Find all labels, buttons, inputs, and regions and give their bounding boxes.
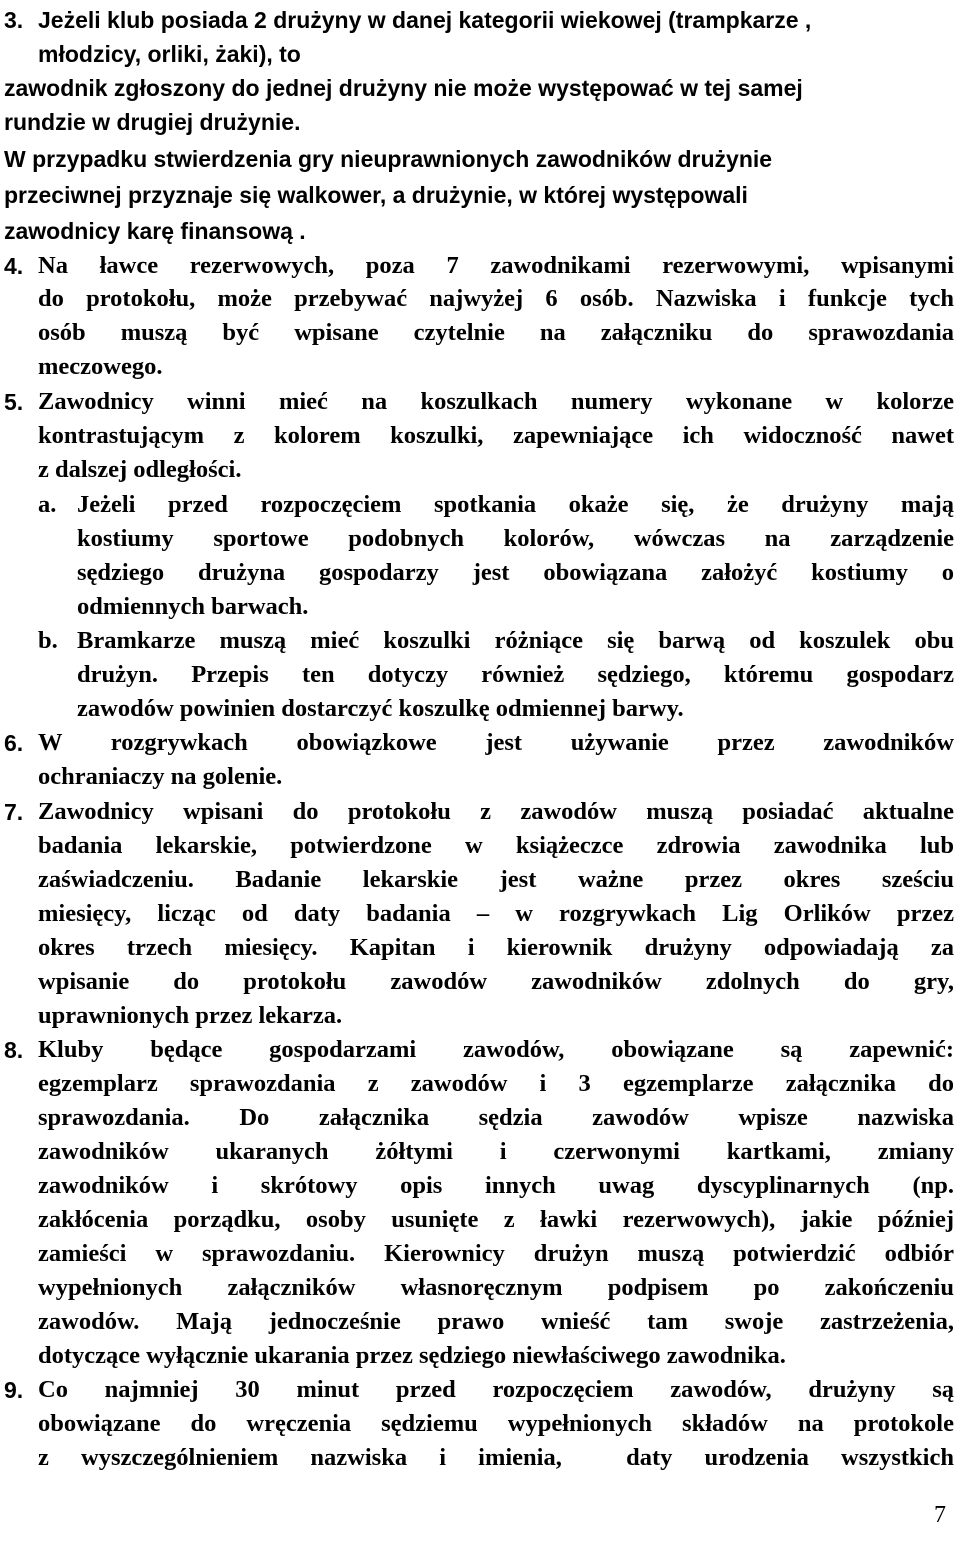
item-8-line-4: zawodników ukaranych żółtymi i czerwonymi kartkami, zmiany	[38, 1138, 954, 1165]
item-3-line-6: przeciwnej przyznaje się walkower, a drużynie, w której występowali	[4, 182, 748, 208]
item-5b-label: b.	[38, 627, 58, 654]
item-9-line-1: Co najmniej 30 minut przed rozpoczęciem zawodów, drużyny są	[38, 1376, 954, 1403]
item-5-line-2: kontrastującym z kolorem koszulki, zapewniające ich widoczność nawet	[38, 422, 954, 449]
item-4-line-1: Na ławce rezerwowych, poza 7 zawodnikami rezerwowymi, wpisanymi	[38, 252, 954, 279]
item-8-line-10: dotyczące wyłącznie ukarania przez sędziego niewłaściwego zawodnika.	[38, 1342, 786, 1369]
item-6-number: 6.	[4, 730, 24, 756]
item-8-line-2: egzemplarz sprawozdania z zawodów i 3 egzemplarze załącznika do	[38, 1070, 954, 1097]
item-5-line-1: Zawodnicy winni mieć na koszulkach numery wykonane w kolorze	[38, 388, 954, 415]
item-8-line-5: zawodników i skrótowy opis innych uwag dyscyplinarnych (np.	[38, 1172, 954, 1199]
item-7-line-6: wpisanie do protokołu zawodów zawodników zdolnych do gry,	[38, 968, 954, 995]
item-5a-line-3: sędziego drużyna gospodarzy jest obowiązana założyć kostiumy o	[77, 559, 954, 586]
item-8-line-8: wypełnionych załączników własnoręcznym podpisem po zakończeniu	[38, 1274, 954, 1301]
item-8-line-7: zamieści w sprawozdaniu. Kierownicy drużyn muszą potwierdzić odbiór	[38, 1240, 954, 1267]
item-8-line-6: zakłócenia porządku, osoby usunięte z ławki rezerwowych), jakie później	[38, 1206, 954, 1233]
item-5b-line-1: Bramkarze muszą mieć koszulki różniące się barwą od koszulek obu	[77, 627, 954, 654]
item-6-line-2: ochraniaczy na golenie.	[38, 763, 283, 790]
item-5-line-3: z dalszej odległości.	[38, 456, 242, 483]
item-5b-line-2: drużyn. Przepis ten dotyczy również sędziego, któremu gospodarz	[77, 661, 954, 688]
item-7-line-3: zaświadczeniu. Badanie lekarskie jest ważne przez okres sześciu	[38, 866, 954, 893]
item-5a-line-1: Jeżeli przed rozpoczęciem spotkania okaże się, że drużyny mają	[77, 491, 954, 518]
item-3-line-4: rundzie w drugiej drużynie.	[4, 109, 301, 135]
item-8-line-1: Kluby będące gospodarzami zawodów, obowiązane są zapewnić:	[38, 1036, 954, 1063]
item-3-line-2: młodzicy, orliki, żaki), to	[38, 41, 301, 67]
item-5a-line-4: odmiennych barwach.	[77, 593, 309, 620]
item-5b-line-3: zawodów powinien dostarczyć koszulkę odmiennej barwy.	[77, 695, 684, 722]
item-3-number: 3.	[4, 7, 24, 33]
item-9-line-2: obowiązane do wręczenia sędziemu wypełnionych składów na protokole	[38, 1410, 954, 1437]
item-3-line-1: Jeżeli klub posiada 2 drużyny w danej kategorii wiekowej (trampkarze ,	[38, 7, 812, 33]
item-7-line-2: badania lekarskie, potwierdzone w książeczce zdrowia zawodnika lub	[38, 832, 954, 859]
item-7-line-7: uprawnionych przez lekarza.	[38, 1002, 343, 1029]
item-3-line-7: zawodnicy karę finansową .	[4, 218, 306, 244]
item-5a-label: a.	[38, 491, 57, 518]
item-4-line-3: osób muszą być wpisane czytelnie na załączniku do sprawozdania	[38, 319, 954, 346]
item-3-line-3: zawodnik zgłoszony do jednej drużyny nie może występować w tej samej	[4, 75, 803, 101]
item-4-number: 4.	[4, 253, 24, 279]
page-number: 7	[934, 1502, 946, 1528]
item-5a-line-2: kostiumy sportowe podobnych kolorów, wówczas na zarządzenie	[77, 525, 954, 552]
item-3-line-5: W przypadku stwierdzenia gry nieuprawnionych zawodników drużynie	[4, 146, 773, 172]
item-7-line-4: miesięcy, licząc od daty badania – w rozgrywkach Lig Orlików przez	[38, 900, 954, 927]
item-8-number: 8.	[4, 1037, 24, 1063]
item-4-line-4: meczowego.	[38, 353, 163, 380]
item-9-number: 9.	[4, 1377, 24, 1403]
item-7-number: 7.	[4, 799, 24, 825]
item-6-line-1: W rozgrywkach obowiązkowe jest używanie przez zawodników	[38, 729, 954, 756]
item-8-line-3: sprawozdania. Do załącznika sędzia zawodów wpisze nazwiska	[38, 1104, 954, 1131]
item-7-line-1: Zawodnicy wpisani do protokołu z zawodów muszą posiadać aktualne	[38, 798, 954, 825]
item-9-line-3: z wyszczególnieniem nazwiska i imienia, daty urodzenia wszystkich	[38, 1444, 954, 1471]
item-5-number: 5.	[4, 389, 24, 415]
item-7-line-5: okres trzech miesięcy. Kapitan i kierownik drużyny odpowiadają za	[38, 934, 954, 961]
item-4-line-2: do protokołu, może przebywać najwyżej 6 osób. Nazwiska i funkcje tych	[38, 285, 954, 312]
item-8-line-9: zawodów. Mają jednocześnie prawo wnieść tam swoje zastrzeżenia,	[38, 1308, 954, 1335]
